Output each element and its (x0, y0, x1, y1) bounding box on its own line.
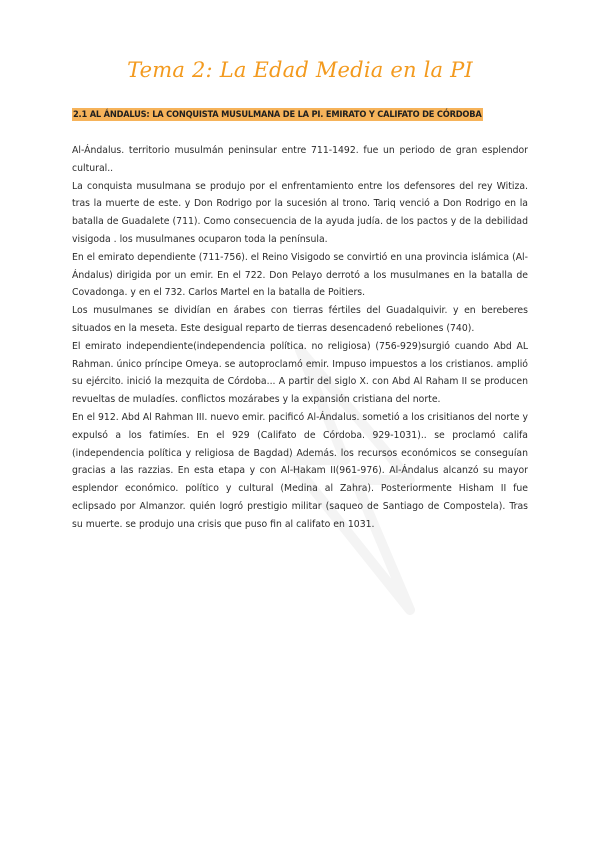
body-text (72, 142, 528, 534)
section-heading: 2.1 AL ÁNDALUS: LA CONQUISTA MUSULMANA DE LA PI. EMIRATO Y CALIFATO DE CÓRDOBA (73, 109, 482, 120)
paragraph: En el 912. Abd Al Rahman III. nuevo emir. pacificó Al-Ándalus. sometió a los crisitianos del norte y expulsó a los fatimíes. En el 929 (Califato de Córdoba. 929-1031).. se proclamó califa (independencia política y religiosa de Bagdad) Además. los recursos económicos se conseguían gracias a las razzias. En esta etapa y con Al-Hakam II(961-976). Al-Ándalus alcanzó su mayor esplendor económico. político y cultural (Medina al Zahra). Posteriormente Hisham II fue eclipsado por Almanzor. quién logró prestigio militar (saqueo de Santiago de Compostela). Tras su muerte. se produjo una crisis que puso fin al califato en 1031. (72, 411, 528, 530)
paragraph: La conquista musulmana se produjo por el enfrentamiento entre los defensores del rey Witiza. tras la muerte de este. y Don Rodrigo por la sucesión al trono. Tariq venció a Don Rodrigo en la batalla de Guadalete (711). Como consecuencia de la ayuda judía. de los pactos y de la debilidad visigoda . los musulmanes ocuparon toda la península. (72, 180, 528, 245)
paragraph: Al-Ándalus. territorio musulmán peninsular entre 711-1492. fue un periodo de gran esplendor cultural.. (72, 145, 528, 174)
page-title: Tema 2: La Edad Media en la PI (127, 58, 473, 82)
paragraph: El emirato independiente(independencia política. no religiosa) (756-929)surgió cuando Abd AL Rahman. único príncipe Omeya. se autoproclamó emir. Impuso impuestos a los cristianos. amplió su ejército. inició la mezquita de Córdoba... A partir del siglo X. con Abd Al Raham II se producen revueltas de muladíes. conflictos mozárabes y la expansión cristiana del norte. (72, 340, 528, 406)
paragraph: Los musulmanes se dividían en árabes con tierras fértiles del Guadalquivir. y en bereberes situados en la meseta. Este desigual reparto de tierras desencadenó rebeliones (740). (72, 305, 528, 334)
paragraph: En el emirato dependiente (711-756). el Reino Visigodo se convirtió en una provincia islámica (Al-Ándalus) dirigida por un emir. En el 722. Don Pelayo derrotó a los musulmanes en la batalla de Covadonga. y en el 732. Carlos Martel en la batalla de Poitiers. (72, 251, 528, 299)
